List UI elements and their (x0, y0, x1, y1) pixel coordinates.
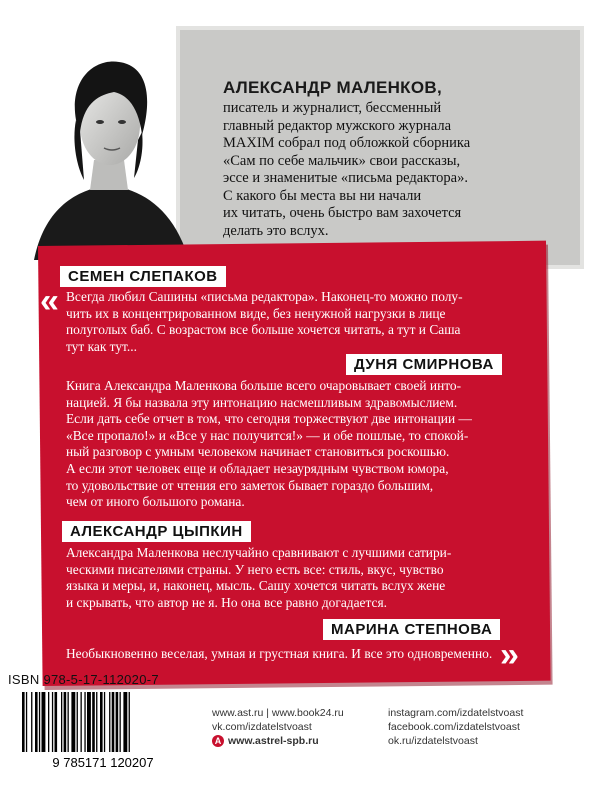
link-facebook[interactable]: facebook.com/izdatelstvoast (388, 721, 520, 733)
barcode-bar (116, 692, 119, 752)
bio-line: MAXIM собрал под обложкой сборника (223, 135, 471, 151)
links-right (388, 706, 523, 748)
barcode-bar (61, 692, 62, 752)
barcode-bar (92, 692, 95, 752)
barcode-bar (129, 692, 130, 752)
bio-line: их читать, очень быстро вам захочется (223, 205, 462, 221)
bio-line: эссе и знаменитые «письма редактора». (223, 170, 468, 186)
reviewer-name-slepakov: СЕМЕН СЛЕПАКОВ (60, 266, 226, 287)
review-line: Всегда любил Сашины «письма редактора». Наконец-то можно полу- (66, 289, 463, 304)
astrel-logo-icon: А (212, 735, 224, 747)
barcode-bar (39, 692, 40, 752)
link-astrel-row (212, 734, 344, 748)
author-photo (24, 40, 194, 260)
barcode-bar (112, 692, 115, 752)
review-line: нацией. Я бы назвала эту интонацию насмешливым здравомыслием. (66, 394, 458, 410)
barcode-digits: 9 785171 120207 (52, 755, 154, 770)
link-instagram[interactable]: instagram.com/izdatelstvoast (388, 707, 524, 719)
review-text-slepakov (66, 289, 524, 355)
bio-line: делать это вслух. (223, 222, 329, 239)
review-line: чить их в концентрированном виде, без ненужной нагрузки в лице (66, 305, 446, 321)
barcode-bar (96, 692, 97, 752)
barcode-bar (68, 692, 69, 752)
close-quote-icon: » (500, 636, 519, 674)
barcode-bar (120, 692, 121, 752)
review-line: чем от иного большого романа. (66, 494, 245, 510)
barcode (8, 690, 198, 770)
reviewer-name-stepnova: МАРИНА СТЕПНОВА (323, 619, 500, 640)
review-line: тут как тут... (66, 338, 137, 354)
bio-line: главный редактор мужского журнала (223, 117, 452, 134)
link-ok[interactable]: ok.ru/izdatelstvoast (388, 735, 478, 747)
link-vk[interactable]: vk.com/izdatelstvoast (212, 721, 312, 733)
barcode-bar (22, 692, 25, 752)
barcode-bar (84, 692, 85, 752)
review-line: ческими писателями страны. У него есть все: стиль, вкус, чувство (66, 561, 444, 577)
isbn: ISBN 978-5-17-112020-7 (8, 672, 159, 687)
barcode-bar (26, 692, 27, 752)
author-bio (223, 100, 573, 240)
barcode-bar (64, 692, 67, 752)
review-line: полуголых баб. С возрастом все больше хочется читать, а тут и Саша (66, 322, 461, 338)
review-line: ный разговор с умным человеком начинает становиться роскошью. (66, 444, 450, 460)
barcode-bar (104, 692, 105, 752)
barcode-bar (35, 692, 38, 752)
review-line: и скрывать, что автор не я. Но она все равно догадается. (66, 594, 387, 610)
author-name: АЛЕКСАНДР МАЛЕНКОВ, (223, 78, 442, 97)
barcode-bar (77, 692, 78, 752)
reviewer-name-smirnova: ДУНЯ СМИРНОВА (346, 354, 502, 375)
reviewer-name-tsypkin: АЛЕКСАНДР ЦЫПКИН (62, 521, 251, 542)
barcode-bar (48, 692, 49, 752)
barcode-bar (123, 692, 127, 752)
review-line: то удовольствие от чтения его заметок бывает гораздо большим, (66, 477, 434, 493)
review-line: Необыкновенно веселая, умная и грустная книга. И все это одновременно. (66, 646, 493, 661)
review-line: Книга Александра Маленкова больше всего очаровывает своей инто- (66, 378, 462, 393)
review-line: А если этот человек еще и обладает незаурядным чувством юмора, (66, 460, 449, 476)
review-line: «Все пропало!» и «Все у нас получится!» — и обе пошлые, то спокой- (66, 427, 469, 443)
barcode-bar (81, 692, 82, 752)
bio-line: писатель и журналист, бессменный (223, 100, 442, 116)
barcode-bar (87, 692, 91, 752)
link-ast[interactable]: www.ast.ru | www.book24.ru (212, 707, 344, 719)
review-text-stepnova (66, 646, 506, 663)
review-text-smirnova (66, 378, 524, 511)
review-line: языка и меры, и, наконец, мысль. Сашу хочется читать вслух жене (66, 578, 446, 594)
barcode-bar (109, 692, 110, 752)
review-line: Если дать себе отчет в том, что сегодня торжествуют две интонации — (66, 411, 472, 427)
link-astrel[interactable]: www.astrel-spb.ru (228, 735, 319, 747)
barcode-bar (55, 692, 58, 752)
bio-line: С какого бы места вы ни начали (223, 187, 422, 204)
review-text-tsypkin (66, 545, 524, 611)
barcode-bar (100, 692, 103, 752)
bio-line: «Сам по себе мальчик» свои рассказы, (223, 152, 461, 169)
barcode-bar (71, 692, 75, 752)
review-line: Александра Маленкова неслучайно сравнивают с лучшими сатири- (66, 545, 452, 560)
barcode-bar (31, 692, 32, 752)
barcode-bar (42, 692, 46, 752)
barcode-bar (52, 692, 53, 752)
links-left (212, 706, 344, 748)
open-quote-icon: « (40, 282, 59, 320)
